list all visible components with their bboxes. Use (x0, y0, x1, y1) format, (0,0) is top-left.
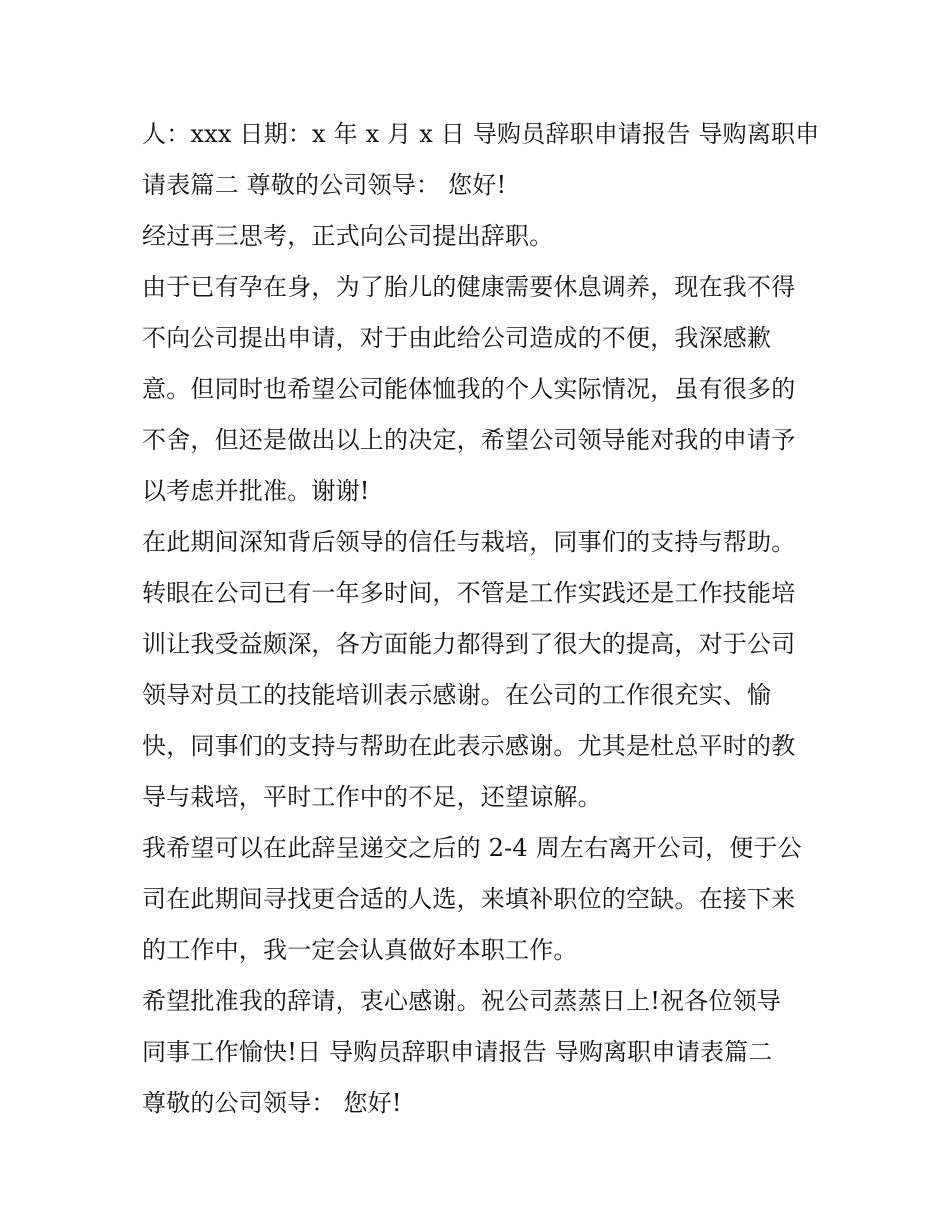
text-line: 我希望可以在此辞呈递交之后的 2-4 周左右离开公司，便于公 (142, 834, 802, 862)
text-line: 转眼在公司已有一年多时间，不管是工作实践还是工作技能培 (142, 579, 796, 607)
text-line: 以考虑并批准。谢谢! (142, 477, 370, 505)
text-line: 司在此期间寻找更合适的人选，来填补职位的空缺。在接下来 (142, 885, 796, 913)
text-line: 快，同事们的支持与帮助在此表示感谢。尤其是杜总平时的教 (142, 732, 796, 760)
text-line: 同事工作愉快!日 导购员辞职申请报告 导购离职申请表篇二 (142, 1038, 773, 1066)
text-line: 意。但同时也希望公司能体恤我的个人实际情况，虽有很多的 (142, 375, 796, 403)
text-line: 不舍，但还是做出以上的决定，希望公司领导能对我的申请予 (142, 426, 796, 454)
text-line: 请表篇二 尊敬的公司领导： 您好! (142, 171, 507, 199)
document-body (142, 109, 822, 1129)
text-line: 训让我受益颇深，各方面能力都得到了很大的提高，对于公司 (142, 630, 796, 658)
text-line: 不向公司提出申请，对于由此给公司造成的不便，我深感歉 (142, 324, 772, 352)
text-line: 在此期间深知背后领导的信任与栽培，同事们的支持与帮助。 (142, 528, 796, 556)
text-line: 由于已有孕在身，为了胎儿的健康需要休息调养，现在我不得 (142, 273, 796, 301)
text-line: 尊敬的公司领导： 您好! (142, 1089, 402, 1117)
text-line: 领导对员工的技能培训表示感谢。在公司的工作很充实、愉 (142, 681, 772, 709)
text-line: 希望批准我的辞请，衷心感谢。祝公司蒸蒸日上!祝各位领导 (142, 987, 782, 1015)
text-line: 经过再三思考，正式向公司提出辞职。 (142, 222, 554, 250)
text-line: 导与栽培，平时工作中的不足，还望谅解。 (142, 783, 602, 811)
text-line: 人：xxx 日期：x 年 x 月 x 日 导购员辞职申请报告 导购离职申 (142, 120, 820, 148)
text-line: 的工作中，我一定会认真做好本职工作。 (142, 936, 578, 964)
